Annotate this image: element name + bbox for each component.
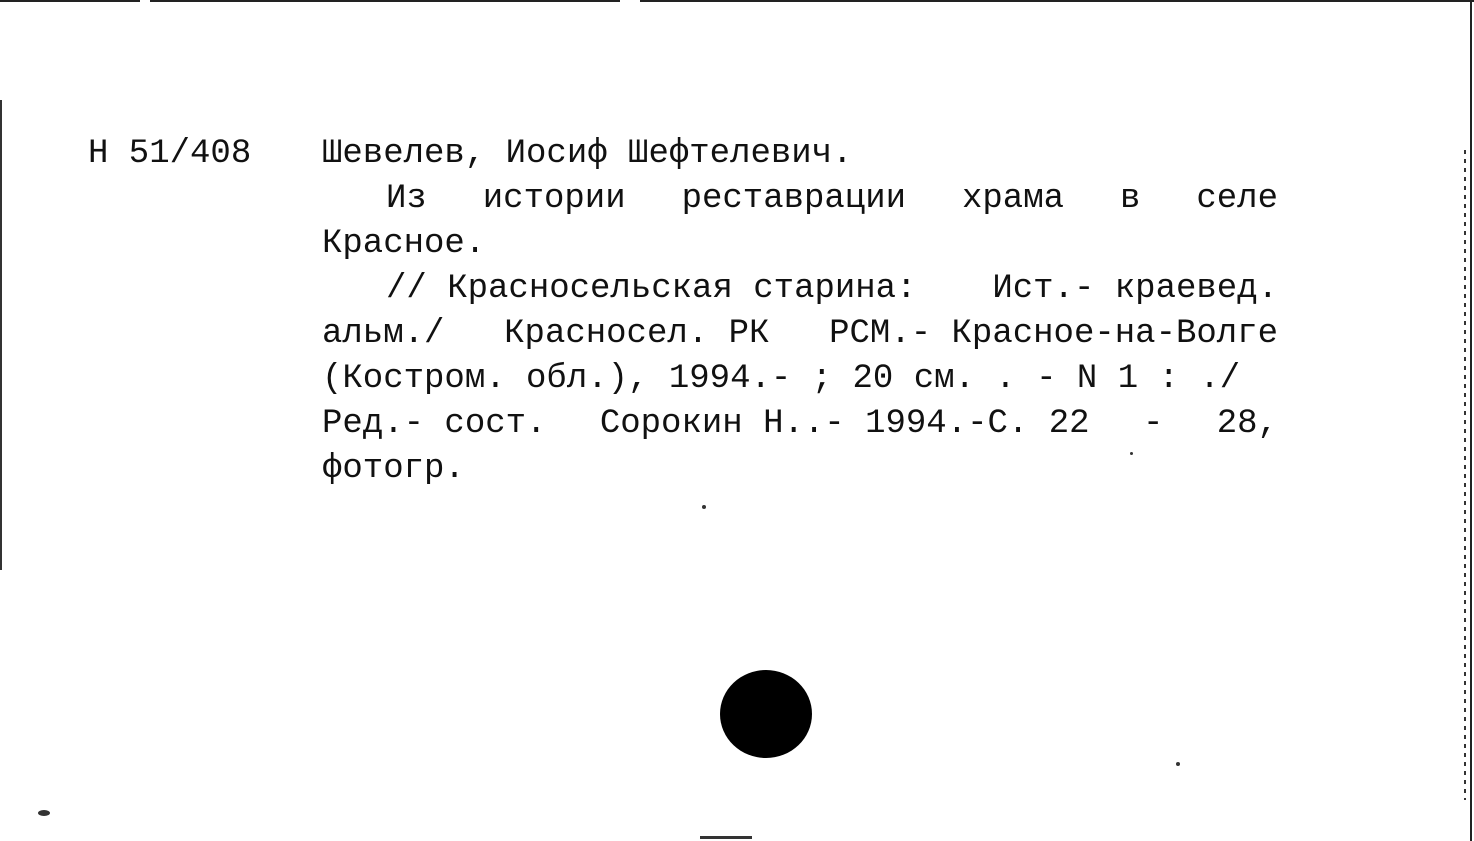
- card-right-edge: [1470, 0, 1472, 841]
- source-segment: Красносел. РК: [504, 315, 770, 353]
- source-segment: Ред.- сост.: [322, 405, 547, 443]
- source-segment: Сорокин Н..- 1994.-С. 22: [599, 405, 1090, 443]
- source-segment: альм./: [322, 315, 445, 353]
- source-segment: -: [1142, 405, 1164, 443]
- title-word: реставрации: [681, 180, 907, 218]
- title-line-2: Красное.: [322, 225, 486, 263]
- source-segment: РСМ.- Красное-на-Волге: [829, 315, 1278, 353]
- author-heading: Шевелев, Иосиф Шефтелевич.: [322, 135, 853, 173]
- bottom-edge-mark: [700, 836, 752, 839]
- speck-mark: [1130, 452, 1133, 455]
- source-segment: 28,: [1216, 405, 1278, 443]
- source-line-3: (Костром. обл.), 1994.- ; 20 см. . - N 1 : ./: [322, 360, 1241, 398]
- source-line-5: фотогр.: [322, 450, 465, 488]
- card-left-edge: [0, 100, 2, 570]
- speck-mark: [38, 810, 50, 816]
- source-line-4: [322, 402, 1278, 447]
- source-segment: // Красносельская старина:: [386, 270, 917, 308]
- card-top-edge: [0, 0, 1474, 2]
- title-word: в: [1119, 180, 1141, 218]
- title-word: истории: [482, 180, 626, 218]
- bibliographic-entry: [322, 132, 1278, 492]
- source-line-1: [322, 267, 1278, 312]
- shelfmark: Н 51/408: [88, 135, 252, 173]
- source-segment: Ист.- краевед.: [992, 270, 1278, 308]
- title-word: храма: [961, 180, 1065, 218]
- source-line-2: [322, 312, 1278, 357]
- speck-mark: [1176, 762, 1180, 766]
- speck-mark: [702, 505, 706, 509]
- punch-hole: [720, 670, 812, 758]
- title-word: Из: [386, 180, 427, 218]
- title-word: селе: [1196, 180, 1278, 218]
- card-right-perforation: [1464, 150, 1466, 800]
- title-line-1: [322, 177, 1278, 222]
